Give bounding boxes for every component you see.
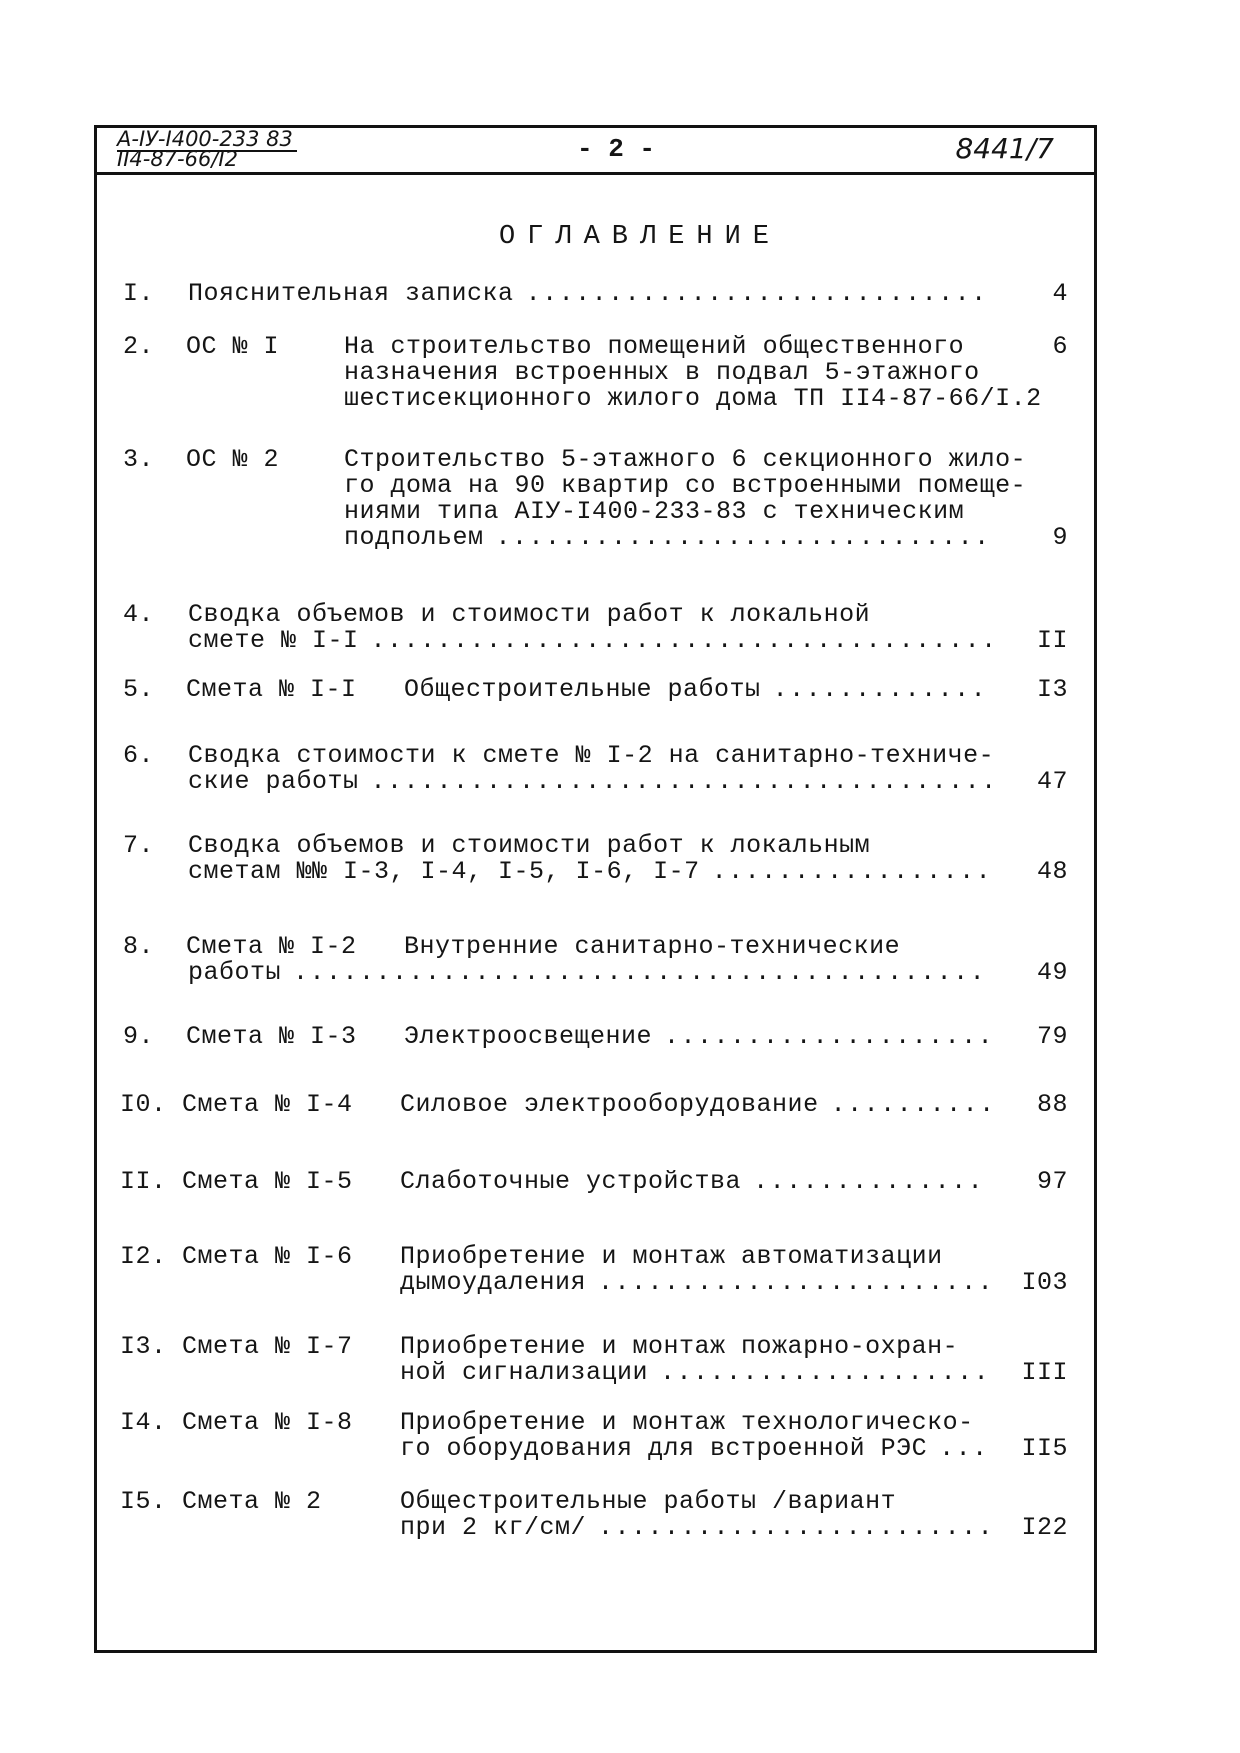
entry-code: ОС № 2 — [186, 445, 280, 474]
entry-line — [400, 1489, 896, 1515]
entry-page: 97 — [1036, 1167, 1068, 1196]
entry-line — [400, 1515, 990, 1541]
entry-text: дымоудаления — [400, 1268, 587, 1297]
entry-page: 9 — [1052, 523, 1068, 552]
entry-page: I03 — [1021, 1268, 1068, 1297]
sheet-number: 8441/7 — [955, 132, 1054, 165]
entry-number: I5. — [120, 1487, 167, 1516]
entry-line — [344, 334, 964, 360]
entry-text: Общестроительные работы /вариант — [400, 1487, 897, 1516]
entry-line — [400, 1436, 990, 1462]
dot-leader — [598, 1270, 990, 1296]
entry-number: 6. — [123, 741, 155, 770]
entry-line — [344, 473, 1026, 499]
entry-line — [344, 386, 1042, 412]
entry-number: I. — [123, 279, 155, 308]
entry-page: III — [1021, 1358, 1068, 1387]
entry-text: На строительство помещений общественного — [344, 332, 965, 361]
entry-code: Смета № I-8 — [182, 1408, 353, 1437]
entry-number: 8. — [123, 932, 155, 961]
entry-number: 4. — [123, 600, 155, 629]
entry-number: 3. — [123, 445, 155, 474]
entry-code: Смета № I-3 — [186, 1022, 357, 1051]
entry-page: 49 — [1036, 958, 1068, 987]
entry-text: сметам №№ I-3, I-4, I-5, I-6, I-7 — [188, 857, 700, 886]
entry-line — [400, 1270, 990, 1296]
entry-line — [344, 525, 990, 551]
doc-code-bottom: II4-87-66/I2 — [117, 147, 238, 171]
dot-leader — [371, 769, 990, 795]
dot-leader — [831, 1092, 990, 1118]
entry-text: Строительство 5-этажного 6 секционного жило- — [344, 445, 1027, 474]
entry-text: Пояснительная записка — [188, 279, 514, 308]
entry-page: I3 — [1036, 675, 1068, 704]
entry-line — [404, 1024, 990, 1050]
entry-page: 88 — [1036, 1090, 1068, 1119]
entry-code: Смета № I-I — [186, 675, 357, 704]
entry-code: Смета № I-6 — [182, 1242, 353, 1271]
doc-code-top: А-IУ-I400-233 83 — [117, 128, 297, 152]
entry-line — [344, 360, 980, 386]
entry-text: Приобретение и монтаж пожарно-охран- — [400, 1332, 959, 1361]
dot-leader — [526, 281, 990, 307]
dot-leader — [753, 1169, 990, 1195]
dot-leader — [664, 1024, 990, 1050]
entry-code: Смета № I-7 — [182, 1332, 353, 1361]
entry-text: работы — [188, 958, 282, 987]
dot-leader — [371, 628, 990, 654]
entry-text: Приобретение и монтаж технологическо- — [400, 1408, 974, 1437]
entry-number: 9. — [123, 1022, 155, 1051]
entry-text: Общестроительные работы — [404, 675, 761, 704]
entry-line — [400, 1410, 974, 1436]
entry-line — [404, 934, 900, 960]
entry-line — [188, 602, 870, 628]
entry-code: Смета № I-4 — [182, 1090, 353, 1119]
entry-number: 5. — [123, 675, 155, 704]
entry-number: I4. — [120, 1408, 167, 1437]
entry-text: Сводка стоимости к смете № I-2 на санитарно-техниче- — [188, 741, 995, 770]
dot-leader — [939, 1436, 990, 1462]
entry-text: шестисекционного жилого дома ТП II4-87-66/I.2 — [344, 384, 1042, 413]
entry-text: Приобретение и монтаж автоматизации — [400, 1242, 943, 1271]
entry-text: го оборудования для встроенной РЭС — [400, 1434, 928, 1463]
entry-text: Электроосвещение — [404, 1022, 653, 1051]
dot-leader — [773, 677, 990, 703]
header-stamp — [97, 128, 1094, 175]
entry-text: Внутренние санитарно-технические — [404, 932, 901, 961]
dot-leader — [712, 859, 990, 885]
toc-title: ОГЛАВЛЕНИЕ — [498, 222, 782, 252]
entry-line — [400, 1360, 990, 1386]
entry-text: го дома на 90 квартир со встроенными помеще- — [344, 471, 1027, 500]
entry-code: Смета № I-2 — [186, 932, 357, 961]
entry-text: Сводка объемов и стоимости работ к локальной — [188, 600, 871, 629]
entry-page: 4 — [1052, 279, 1068, 308]
entry-line — [188, 859, 990, 885]
entry-text: Силовое электрооборудование — [400, 1090, 819, 1119]
entry-line — [188, 628, 990, 654]
entry-line — [188, 769, 990, 795]
entry-number: II. — [120, 1167, 167, 1196]
entry-line — [400, 1169, 990, 1195]
entry-text: назначения встроенных в подвал 5-этажного — [344, 358, 980, 387]
entry-page: 6 — [1052, 332, 1068, 361]
entry-line — [344, 499, 964, 525]
page-number: - 2 - — [577, 134, 656, 164]
dot-leader — [496, 525, 990, 551]
entry-line — [188, 833, 870, 859]
entry-code: Смета № 2 — [182, 1487, 322, 1516]
entry-text: ной сигнализации — [400, 1358, 649, 1387]
entry-number: I3. — [120, 1332, 167, 1361]
entry-line — [400, 1244, 943, 1270]
dot-leader — [598, 1515, 990, 1541]
entry-text: ские работы — [188, 767, 359, 796]
entry-page: I22 — [1021, 1513, 1068, 1542]
entry-line — [188, 743, 994, 769]
entry-page: 47 — [1036, 767, 1068, 796]
entry-text: смете № I-I — [188, 626, 359, 655]
entry-number: 2. — [123, 332, 155, 361]
entry-line — [404, 677, 990, 703]
entry-code: ОС № I — [186, 332, 280, 361]
entry-line — [400, 1092, 990, 1118]
entry-text: подпольем — [344, 523, 484, 552]
entry-line — [344, 447, 1026, 473]
entry-text: при 2 кг/см/ — [400, 1513, 587, 1542]
entry-number: 7. — [123, 831, 155, 860]
entry-text: Сводка объемов и стоимости работ к локальным — [188, 831, 871, 860]
entry-line — [188, 960, 990, 986]
entry-text: ниями типа АIУ-I400-233-83 с техническим — [344, 497, 965, 526]
entry-page: II — [1036, 626, 1068, 655]
dot-leader — [293, 960, 990, 986]
entry-number: I2. — [120, 1242, 167, 1271]
entry-number: I0. — [120, 1090, 167, 1119]
entry-page: 48 — [1036, 857, 1068, 886]
entry-line — [188, 281, 990, 307]
entry-page: II5 — [1021, 1434, 1068, 1463]
entry-line — [400, 1334, 958, 1360]
entry-page: 79 — [1036, 1022, 1068, 1051]
entry-text: Слаботочные устройства — [400, 1167, 742, 1196]
entry-code: Смета № I-5 — [182, 1167, 353, 1196]
dot-leader — [660, 1360, 990, 1386]
